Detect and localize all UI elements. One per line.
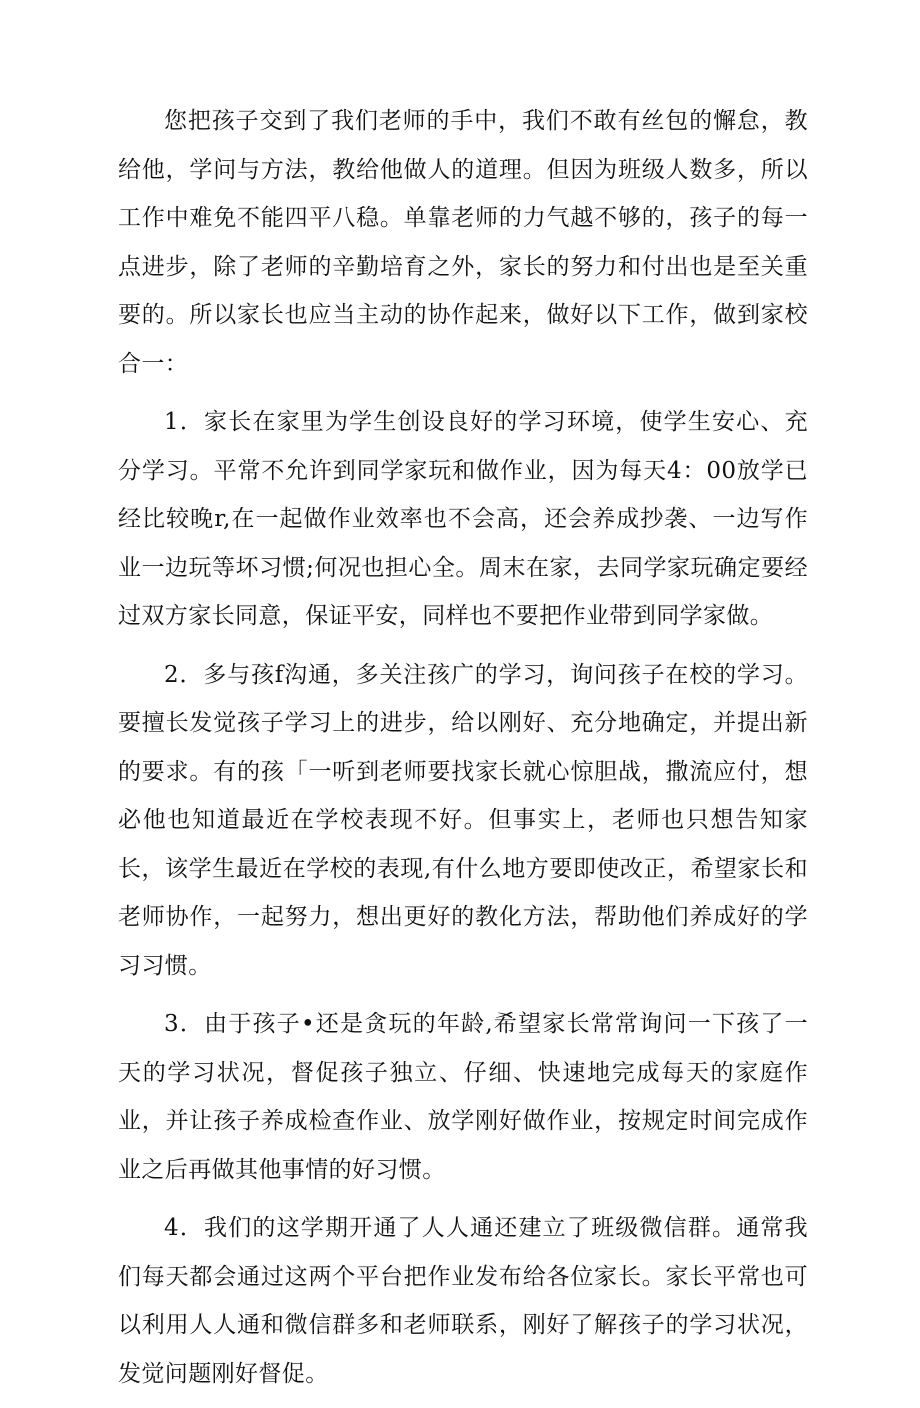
item-paragraph-2: 2．多与孩f沟通，多关注孩广的学习，询问孩子在校的学习。要擅长发觉孩子学习上的进步，给以刚好、充分地确定，并提出新的要求。有的孩「一听到老师要找家长就心惊胆战，撒流应付，想必他也知道最近在学校表现不好。但事实上，老师也只想告知家长，该学生最近在学校的表现,有什么地方要即使改正，希望家长和老师协作，一起努力，想出更好的教化方法，帮助他们养成好的学习习惯。 bbox=[118, 661, 808, 979]
item-paragraph-4: 4．我们的这学期开通了人人通还建立了班级微信群。通常我们每天都会通过这两个平台把作业发布给各位家长。家长平常也可以利用人人通和微信群多和老师联系，刚好了解孩子的学习状况，发觉问题刚好督促。 bbox=[118, 1215, 808, 1387]
document-body bbox=[118, 97, 808, 1408]
intro-paragraph: 您把孩子交到了我们老师的手中，我们不敢有丝包的懈怠，教给他，学问与方法，教给他做人的道理。但因为班级人数多，所以工作中难免不能四平八稳。单靠老师的力气越不够的，孩子的每一点进步，除了老师的辛勤培育之外，家长的努力和付出也是至关重要的。所以家长也应当主动的协作起来，做好以下工作，做到家校合一： bbox=[118, 108, 808, 377]
item-paragraph-1: 1．家长在家里为学生创设良好的学习环境，使学生安心、充分学习。平常不允许到同学家玩和做作业，因为每天4：00放学已经比较晚r,在一起做作业效率也不会高，还会养成抄袭、一边写作业一边玩等坏习惯;何况也担心全。周末在家，去同学家玩确定要经过双方家长同意，保证平安，同样也不要把作业带到同学家做。 bbox=[118, 409, 808, 629]
item-paragraph-3: 3．由于孩子•还是贪玩的年龄,希望家长常常询问一下孩了一天的学习状况，督促孩子独立、仔细、快速地完成每天的家庭作业，并让孩子养成检查作业、放学刚好做作业，按规定时间完成作业之后再做其他事情的好习惯。 bbox=[118, 1011, 808, 1183]
